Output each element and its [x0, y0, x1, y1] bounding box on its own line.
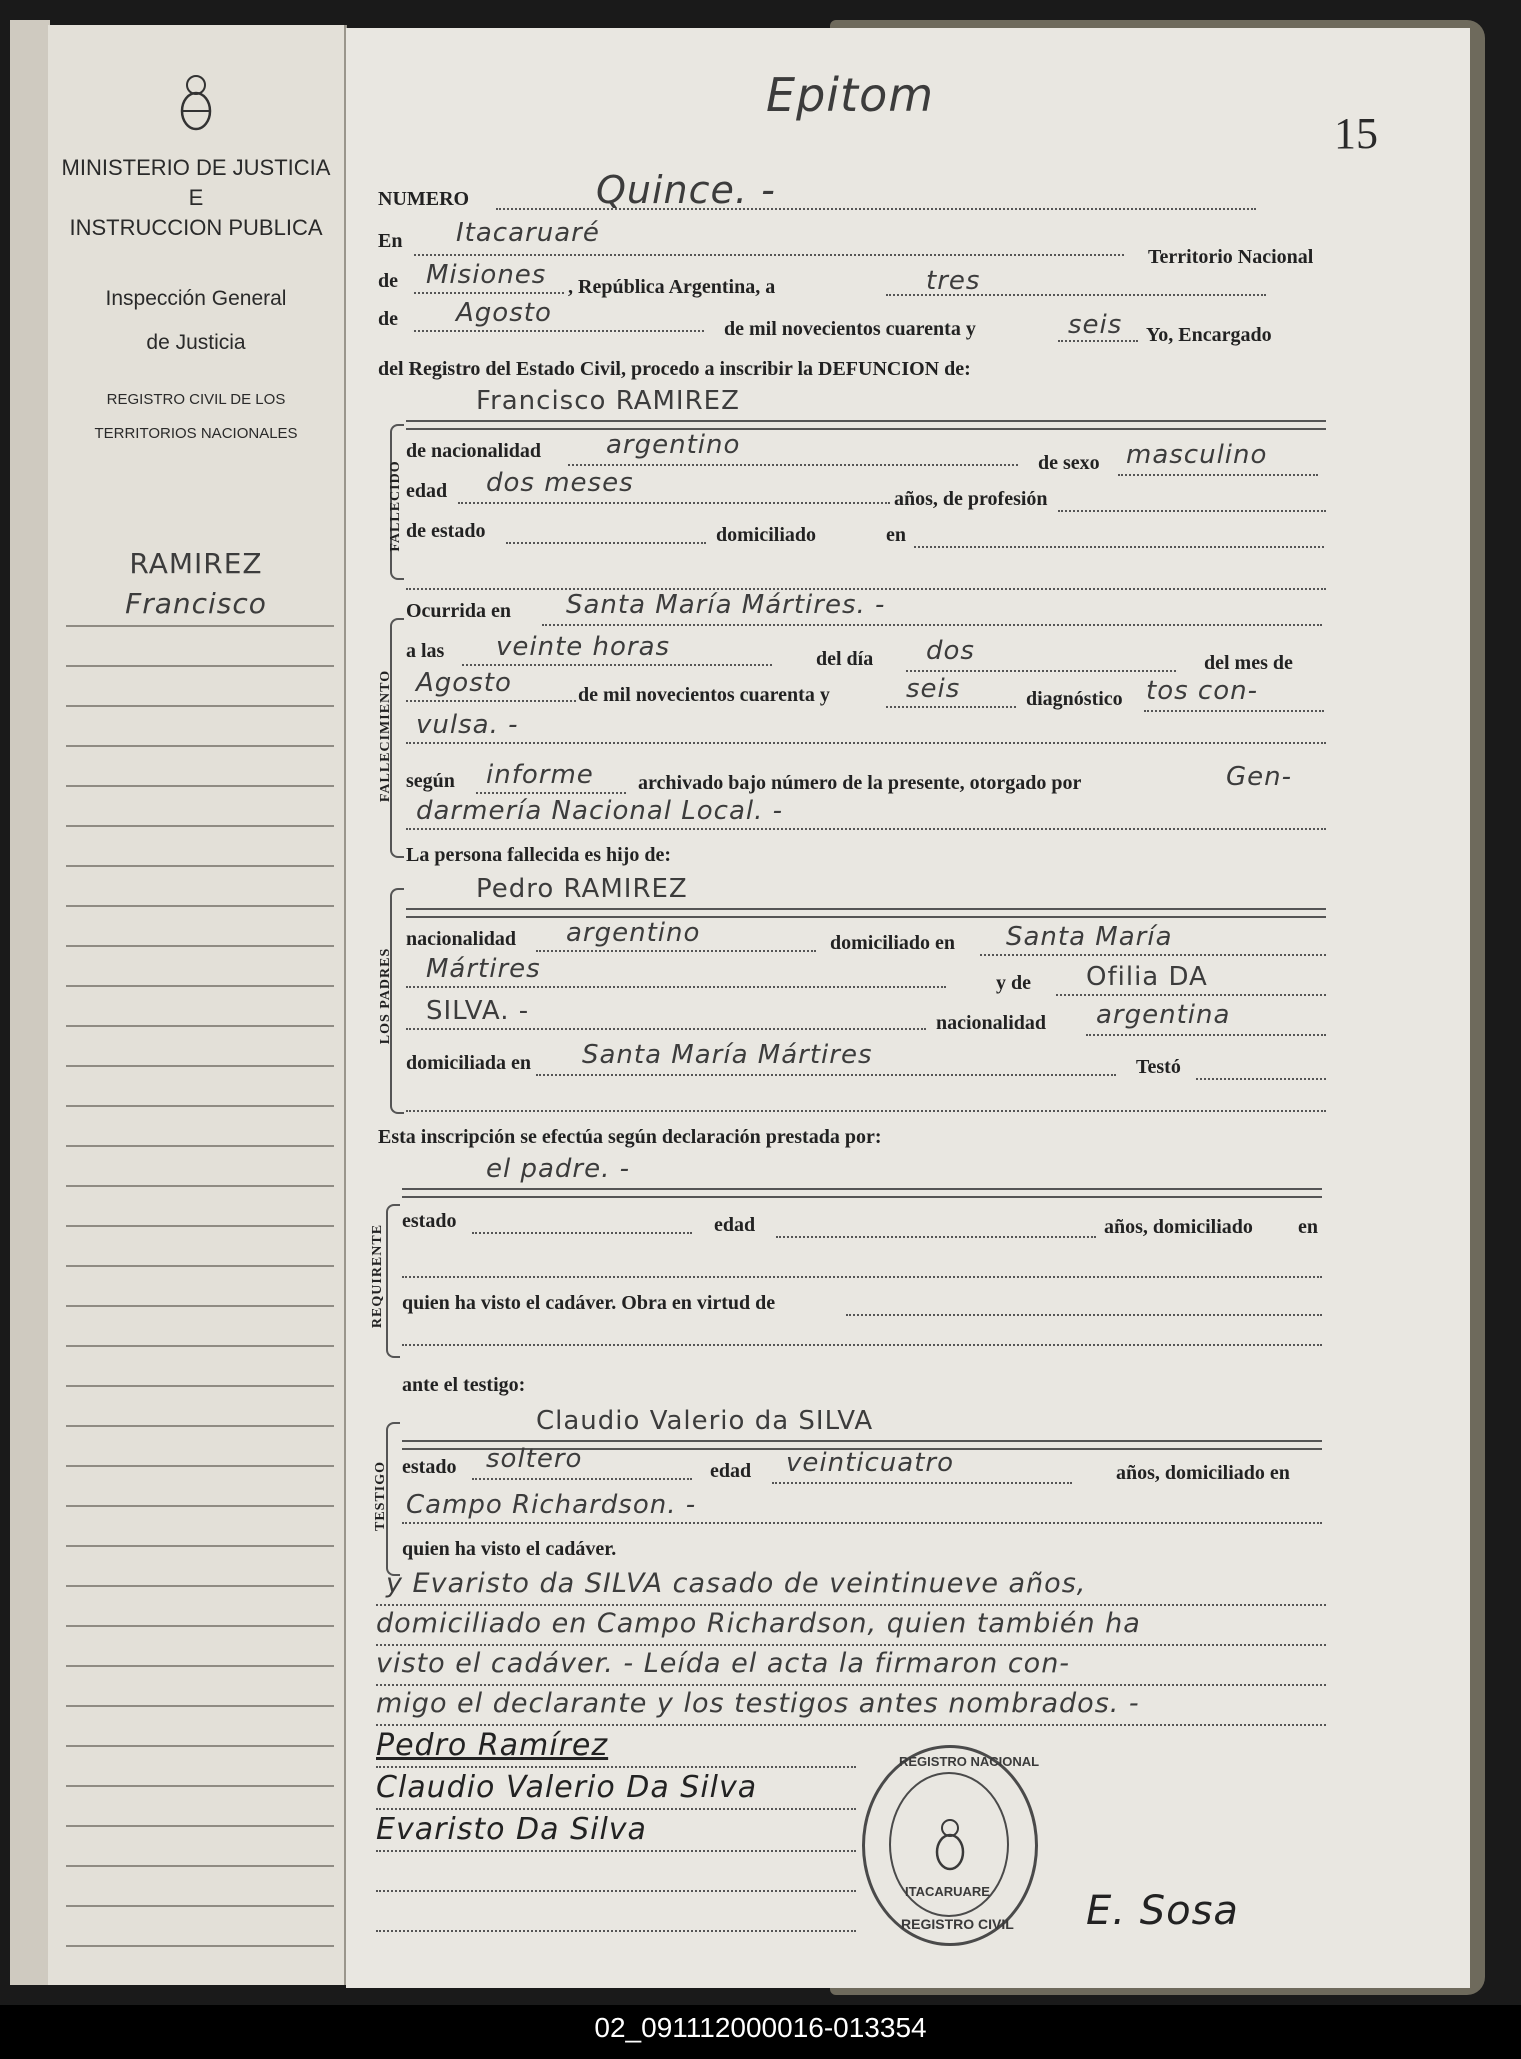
- day-value: tres: [926, 266, 981, 296]
- registro-line: del Registro del Estado Civil, procedo a inscribir la DEFUNCION de:: [378, 358, 971, 380]
- inspection-line-2: de Justicia: [146, 331, 246, 354]
- registry-line-1: REGISTRO CIVIL DE LOS: [106, 391, 286, 408]
- note-line-3: visto el cadáver. - Leída el acta la firmaron con-: [376, 1648, 1071, 1679]
- seal-place-text: ITACARUARE: [905, 1884, 990, 1899]
- domiciliado-en-label: domiciliado en: [830, 932, 956, 954]
- edad3-label: edad: [710, 1460, 752, 1482]
- a-las-label: a las: [406, 640, 445, 662]
- coat-of-arms-icon: [176, 73, 216, 133]
- hijo-label: La persona fallecida es hijo de:: [406, 844, 671, 866]
- father-nacionalidad: argentino: [566, 918, 701, 948]
- estado3-label: estado: [402, 1456, 457, 1478]
- en-label: En: [378, 230, 403, 252]
- declarante-value: el padre. -: [486, 1154, 631, 1184]
- numero-value: Quince. -: [596, 168, 776, 212]
- domiciliado-label: domiciliado: [716, 524, 817, 546]
- witness-name: Claudio Valerio da SILVA: [536, 1406, 874, 1436]
- nacionalidad3-label: nacionalidad: [936, 1012, 1047, 1034]
- registry-line-2: TERRITORIOS NACIONALES: [94, 425, 298, 442]
- quien-cadaver-obra-label: quien ha visto el cadáver. Obra en virtud de: [402, 1292, 776, 1314]
- numero-label: NUMERO: [378, 188, 470, 210]
- ocurrida-label: Ocurrida en: [406, 600, 511, 622]
- mother-name-1: Ofilia DA: [1086, 962, 1208, 992]
- nacionalidad2-label: nacionalidad: [406, 928, 517, 950]
- mes-value: Agosto: [416, 668, 512, 698]
- side-label-fallecido: FALLECIDO: [388, 460, 403, 552]
- signature-declarante: Pedro Ramírez: [376, 1728, 609, 1763]
- page-number: 15: [1334, 109, 1378, 158]
- year2-label: de mil novecientos cuarenta y: [578, 684, 830, 706]
- side-label-padres: LOS PADRES: [378, 947, 393, 1045]
- domiciliada-label: domiciliada en: [406, 1052, 532, 1074]
- seal-emblem-icon: [930, 1818, 970, 1874]
- father-name: Pedro RAMIREZ: [476, 874, 688, 904]
- previous-page-edge: [10, 20, 50, 1985]
- y-de-label: y de: [996, 972, 1031, 994]
- en2-label: en: [886, 524, 906, 546]
- estado2-label: estado: [402, 1210, 457, 1232]
- en-value: Itacaruaré: [456, 218, 600, 248]
- handwritten-annotation: Epitom: [766, 68, 935, 122]
- del-dia-value: dos: [926, 636, 975, 666]
- registry-seal: [862, 1745, 1038, 1946]
- note-line-1: y Evaristo da SILVA casado de veintinueve años,: [386, 1568, 1087, 1599]
- anos-domiciliado2-label: años, domiciliado en: [1116, 1462, 1290, 1484]
- witness-edad: veinticuatro: [786, 1448, 954, 1478]
- quien-cadaver-label: quien ha visto el cadáver.: [402, 1538, 617, 1560]
- note-line-4: migo el declarante y los testigos antes nombrados. -: [376, 1688, 1140, 1719]
- mother-domicilio: Santa María Mártires: [582, 1040, 873, 1070]
- deceased-name: Francisco RAMIREZ: [476, 386, 740, 416]
- seal-bottom-text: REGISTRO CIVIL: [901, 1916, 1014, 1932]
- year2-value: seis: [906, 674, 961, 704]
- otorgado-value-1: Gen-: [1226, 762, 1293, 792]
- ocurrida-value: Santa María Mártires. -: [566, 590, 886, 620]
- del-dia-label: del día: [816, 648, 874, 670]
- segun-value: informe: [486, 760, 594, 790]
- signature-witness-2: Evaristo Da Silva: [376, 1812, 647, 1847]
- yo-encargado-label: Yo, Encargado: [1146, 324, 1272, 346]
- otorgado-value-2: darmería Nacional Local. -: [416, 796, 784, 826]
- republica-label: , República Argentina, a: [568, 276, 776, 298]
- de-label: de: [378, 270, 398, 292]
- ministry-line-2: E: [188, 185, 204, 210]
- certificate-page: [346, 28, 1470, 1988]
- stub-given-name: Francisco: [125, 587, 267, 620]
- diagnostico-value-1: tos con-: [1146, 676, 1258, 706]
- archivado-label: archivado bajo número de la presente, otorgado por: [638, 772, 1082, 794]
- de-value: Misiones: [426, 260, 547, 290]
- sexo-value: masculino: [1126, 440, 1268, 470]
- diagnostico-label: diagnóstico: [1026, 688, 1123, 710]
- sexo-label: de sexo: [1038, 452, 1100, 474]
- year-label: de mil novecientos cuarenta y: [724, 318, 976, 340]
- side-label-fallecimiento: FALLECIMIENTO: [378, 669, 393, 803]
- record-stub: [48, 25, 347, 1985]
- seal-top-text: REGISTRO NACIONAL: [899, 1754, 1040, 1769]
- territorio-label: Territorio Nacional: [1148, 246, 1314, 268]
- witness-estado: soltero: [486, 1444, 583, 1474]
- stub-surname: RAMIREZ: [129, 547, 263, 580]
- ante-testigo-label: ante el testigo:: [402, 1374, 526, 1396]
- ministry-line-1: MINISTERIO DE JUSTICIA: [61, 155, 331, 180]
- father-domicilio-1: Santa María: [1006, 922, 1173, 952]
- segun-label: según: [406, 770, 455, 792]
- month-value: Agosto: [456, 298, 552, 328]
- mother-nacionalidad: argentina: [1096, 1000, 1231, 1030]
- diagnostico-value-2: vulsa. -: [416, 710, 519, 740]
- signature-official: E. Sosa: [1086, 1888, 1239, 1934]
- inscripcion-label: Esta inscripción se efectúa según declaración prestada por:: [378, 1126, 882, 1148]
- en3-label: en: [1298, 1216, 1318, 1238]
- witness-domicilio: Campo Richardson. -: [406, 1490, 697, 1520]
- anos-domiciliado-label: años, domiciliado: [1104, 1216, 1253, 1238]
- testo-label: Testó: [1136, 1056, 1181, 1078]
- image-caption: 02_091112000016-013354: [594, 2012, 927, 2043]
- del-mes-label: del mes de: [1204, 652, 1293, 674]
- father-domicilio-2: Mártires: [426, 954, 541, 984]
- mother-name-2: SILVA. -: [426, 996, 530, 1026]
- nacionalidad-label: de nacionalidad: [406, 440, 542, 462]
- edad-value: dos meses: [486, 468, 634, 498]
- nacionalidad-value: argentino: [606, 430, 741, 460]
- note-line-2: domiciliado en Campo Richardson, quien también ha: [376, 1608, 1141, 1639]
- year-value: seis: [1068, 310, 1123, 340]
- edad2-label: edad: [714, 1214, 756, 1236]
- side-label-testigo: TESTIGO: [373, 1460, 388, 1532]
- edad-label: edad: [406, 480, 448, 502]
- ministry-line-3: INSTRUCCION PUBLICA: [69, 215, 323, 240]
- inspection-line-1: Inspección General: [105, 287, 287, 310]
- side-label-requirente: REQUIRENTE: [370, 1223, 385, 1329]
- de2-label: de: [378, 308, 398, 330]
- signature-witness-1: Claudio Valerio Da Silva: [376, 1770, 758, 1805]
- anos-profesion-label: años, de profesión: [894, 488, 1048, 510]
- a-las-value: veinte horas: [496, 632, 671, 662]
- estado-label: de estado: [406, 520, 486, 542]
